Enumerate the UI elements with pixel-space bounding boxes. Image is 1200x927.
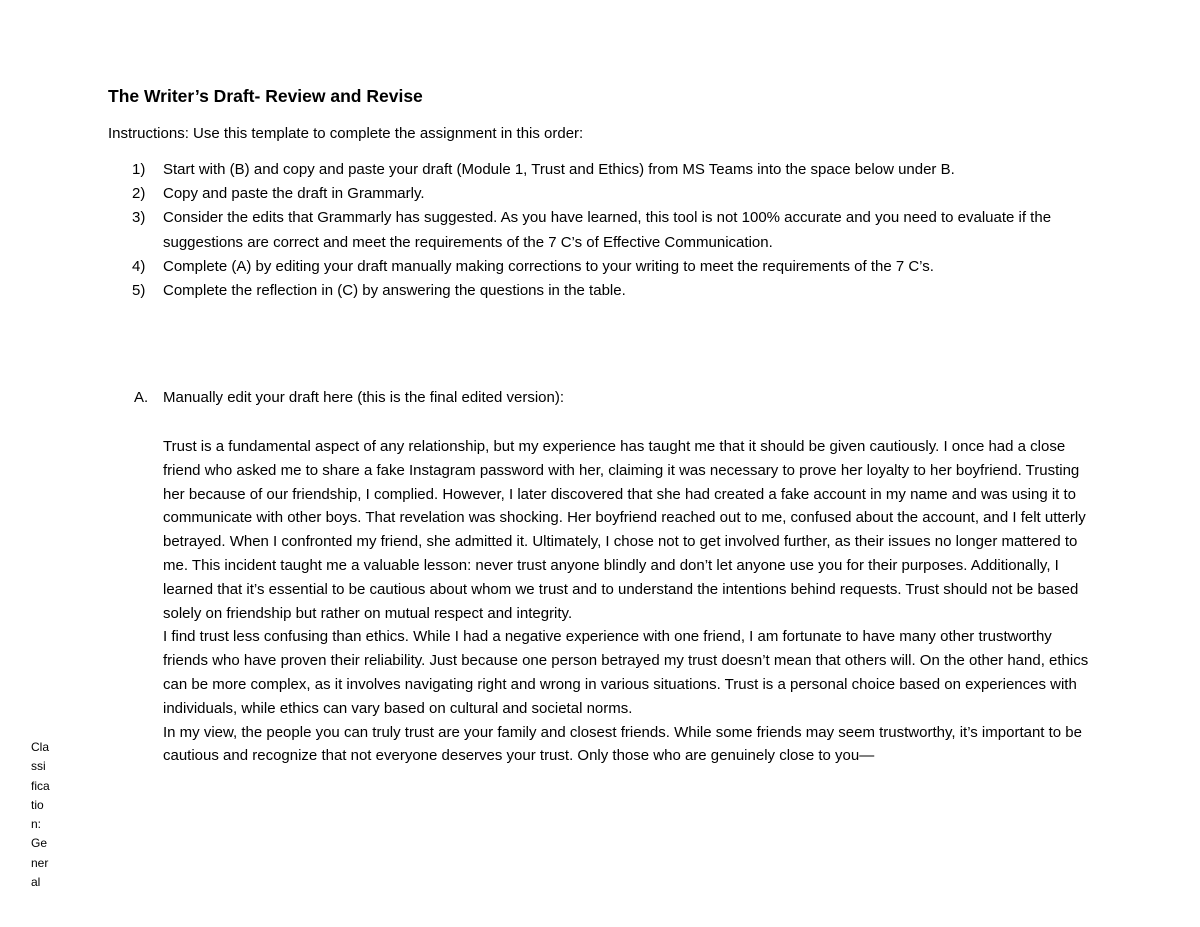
step-text: Start with (B) and copy and paste your draft (Module 1, Trust and Ethics) from MS Teams into the space below under B.	[163, 161, 955, 178]
edited-draft-body	[163, 435, 1098, 768]
list-item	[108, 279, 1088, 303]
list-item	[108, 255, 1088, 279]
list-item	[108, 182, 1088, 206]
classification-fragment: ssi	[31, 759, 46, 774]
step-number: 3)	[132, 209, 146, 227]
classification-label	[31, 738, 61, 892]
section-a-letter: A.	[134, 389, 149, 406]
step-number: 4)	[132, 257, 146, 275]
classification-fragment: n:	[31, 817, 42, 832]
classification-fragment: al	[31, 875, 41, 890]
classification-fragment: fica	[31, 778, 50, 793]
classification-fragment: ner	[31, 855, 49, 870]
step-text: Complete (A) by editing your draft manually making corrections to your writing to meet the requirements of the 7 C’s.	[163, 257, 934, 275]
classification-fragment: tio	[31, 797, 44, 812]
instruction-steps-list	[108, 158, 1088, 303]
list-item	[108, 158, 1088, 182]
step-text: Copy and paste the draft in Grammarly.	[163, 185, 425, 203]
step-text: Consider the edits that Grammarly has suggested. As you have learned, this tool is not 100% accurate and you need to evaluate if the suggestions are correct and meet the requirements of the 7 C’s of Effective Communication.	[163, 209, 1052, 251]
step-text: Complete the reflection in (C) by answering the questions in the table.	[163, 282, 626, 300]
draft-paragraph: In my view, the people you can truly trust are your family and closest friends. While some friends may seem trustworthy, it’s important to be cautious and recognize that not everyone deserves your trust. Only those who are genuinely close to you—	[163, 723, 1082, 765]
section-a-label: Manually edit your draft here (this is the final edited version):	[163, 389, 565, 406]
classification-fragment: Cla	[31, 740, 50, 754]
instructions-text: Instructions: Use this template to complete the assignment in this order:	[108, 125, 584, 142]
classification-fragment: Ge	[31, 836, 48, 851]
draft-paragraph: I find trust less confusing than ethics. While I had a negative experience with one friend, I am fortunate to have many other trustworthy friends who have proven their reliability. Just because one person betrayed my trust doesn’t mean that others will. On the other hand, ethics can be more complex, as it involves navigating right and wrong in various situations. Trust is a personal choice based on experiences with individuals, while ethics can vary based on cultural and societal norms.	[163, 628, 1089, 717]
step-number: 1)	[132, 161, 146, 178]
step-number: 5)	[132, 282, 146, 300]
step-number: 2)	[132, 185, 146, 203]
draft-paragraph: Trust is a fundamental aspect of any relationship, but my experience has taught me that it should be given cautiously. I once had a close friend who asked me to share a fake Instagram password with her, claiming it was necessary to prove her loyalty to her boyfriend. Trusting her because of our friendship, I complied. However, I later discovered that she had created a fake account in my name and was using it to communicate with other boys. That revelation was shocking. Her boyfriend reached out to me, confused about the account, and I felt utterly betrayed. When I confronted my friend, she admitted it. Ultimately, I chose not to get involved further, as their issues no longer mattered to me. This incident taught me a valuable lesson: never trust anyone blindly and don’t let anyone use you for their purposes. Additionally, I learned that it’s essential to be cautious about whom we trust and to understand the intentions behind requests. Trust should not be based solely on friendship but rather on mutual respect and integrity.	[163, 438, 1086, 622]
document-title: The Writer’s Draft- Review and Revise	[108, 86, 423, 106]
list-item	[108, 206, 1088, 254]
